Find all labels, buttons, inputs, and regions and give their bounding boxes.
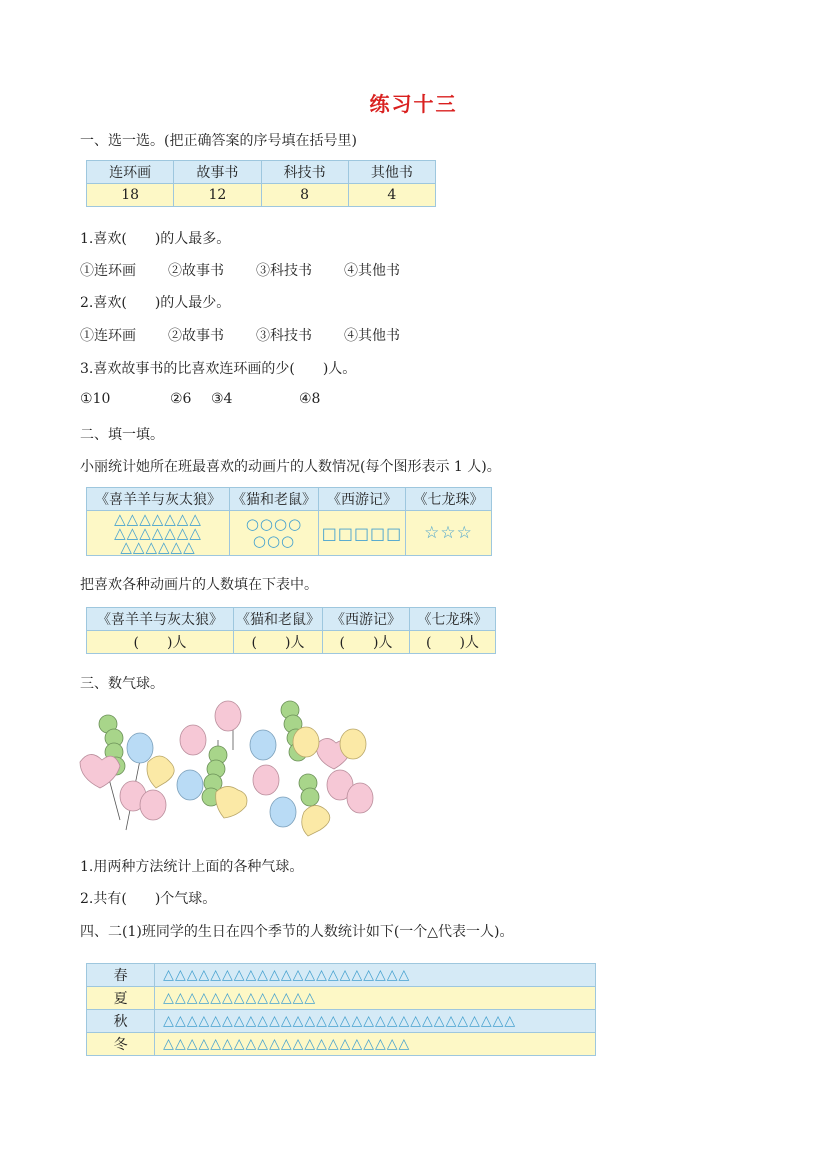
count-blank[interactable]: ( )人 [410,631,496,654]
count-header: 《猫和老鼠》 [234,608,323,631]
option: ①10 [80,391,111,407]
book-value-other: 4 [348,184,435,207]
book-table [86,160,436,207]
triangle-symbols: △△△△△△△ [114,524,202,542]
balloon-illustration [78,700,378,845]
book-value-story: 12 [174,184,261,207]
book-value-science: 8 [261,184,348,207]
count-blank[interactable]: ( )人 [87,631,234,654]
option: ③科技书 [256,263,312,279]
season-label-summer: 夏 [87,987,155,1010]
square-cell [319,511,406,556]
question-3: 3.喜欢故事书的比喜欢连环画的少( )人。 [80,361,357,377]
book-header-comic: 连环画 [87,161,174,184]
question-1: 1.喜欢( )的人最多。 [80,231,231,247]
option: ②6 [170,391,192,407]
question-1-options [80,260,400,280]
section3-question-1: 1.用两种方法统计上面的各种气球。 [80,859,304,875]
count-header: 《七龙珠》 [410,608,496,631]
triangle-symbols: △△△△△△△ [114,510,202,528]
option: ③科技书 [256,328,312,344]
section3-heading: 三、数气球。 [80,676,164,692]
season-marks-autumn: △△△△△△△△△△△△△△△△△△△△△△△△△△△△△△ [155,1010,596,1033]
book-header-story: 故事书 [174,161,261,184]
circle-symbols: ○○○○ [245,515,303,533]
book-header-science: 科技书 [261,161,348,184]
star-symbols: ☆☆☆ [424,523,473,543]
count-blank[interactable]: ( )人 [323,631,410,654]
option: ②故事书 [168,328,224,344]
question-2: 2.喜欢( )的人最少。 [80,295,231,311]
season-marks-spring: △△△△△△△△△△△△△△△△△△△△△ [155,964,596,987]
section1-heading: 一、选一选。(把正确答案的序号填在括号里) [80,133,357,149]
option: ②故事书 [168,263,224,279]
star-cell [406,511,492,556]
count-header: 《喜羊羊与灰太狼》 [87,608,234,631]
season-label-spring: 春 [87,964,155,987]
book-header-other: 其他书 [348,161,435,184]
season-marks-winter: △△△△△△△△△△△△△△△△△△△△△ [155,1033,596,1056]
option: ④其他书 [344,263,400,279]
season-label-autumn: 秋 [87,1010,155,1033]
question-2-options [80,325,400,345]
cartoon-header: 《喜羊羊与灰太狼》 [87,488,230,511]
cartoon-header: 《七龙珠》 [406,488,492,511]
square-symbols: □□□□□ [321,523,403,543]
circle-symbols: ○○○ [252,532,296,550]
count-blank[interactable]: ( )人 [234,631,323,654]
option: ③4 [211,391,233,407]
cartoon-header: 《西游记》 [319,488,406,511]
cartoon-header: 《猫和老鼠》 [230,488,319,511]
option: ④其他书 [344,328,400,344]
section2-intro: 小丽统计她所在班最喜欢的动画片的人数情况(每个图形表示 1 人)。 [80,459,501,475]
triangle-cell [87,511,230,556]
option: ①连环画 [80,263,136,279]
section3-question-2: 2.共有( )个气球。 [80,891,217,907]
cartoon-pictograph [86,487,492,556]
section4-heading: 四、二(1)班同学的生日在四个季节的人数统计如下(一个△代表一人)。 [80,924,514,940]
cartoon-count-table [86,607,496,654]
season-pictograph [86,963,596,1056]
season-marks-summer: △△△△△△△△△△△△△ [155,987,596,1010]
count-header: 《西游记》 [323,608,410,631]
section2-instruction: 把喜欢各种动画片的人数填在下表中。 [80,577,318,593]
option: ①连环画 [80,328,136,344]
question-3-options [80,391,320,407]
triangle-symbols: △△△△△△ [120,538,196,556]
season-label-winter: 冬 [87,1033,155,1056]
page-title: 练习十三 [369,92,458,116]
option: ④8 [299,391,321,407]
book-value-comic: 18 [87,184,174,207]
circle-cell [230,511,319,556]
section2-heading: 二、填一填。 [80,427,164,443]
